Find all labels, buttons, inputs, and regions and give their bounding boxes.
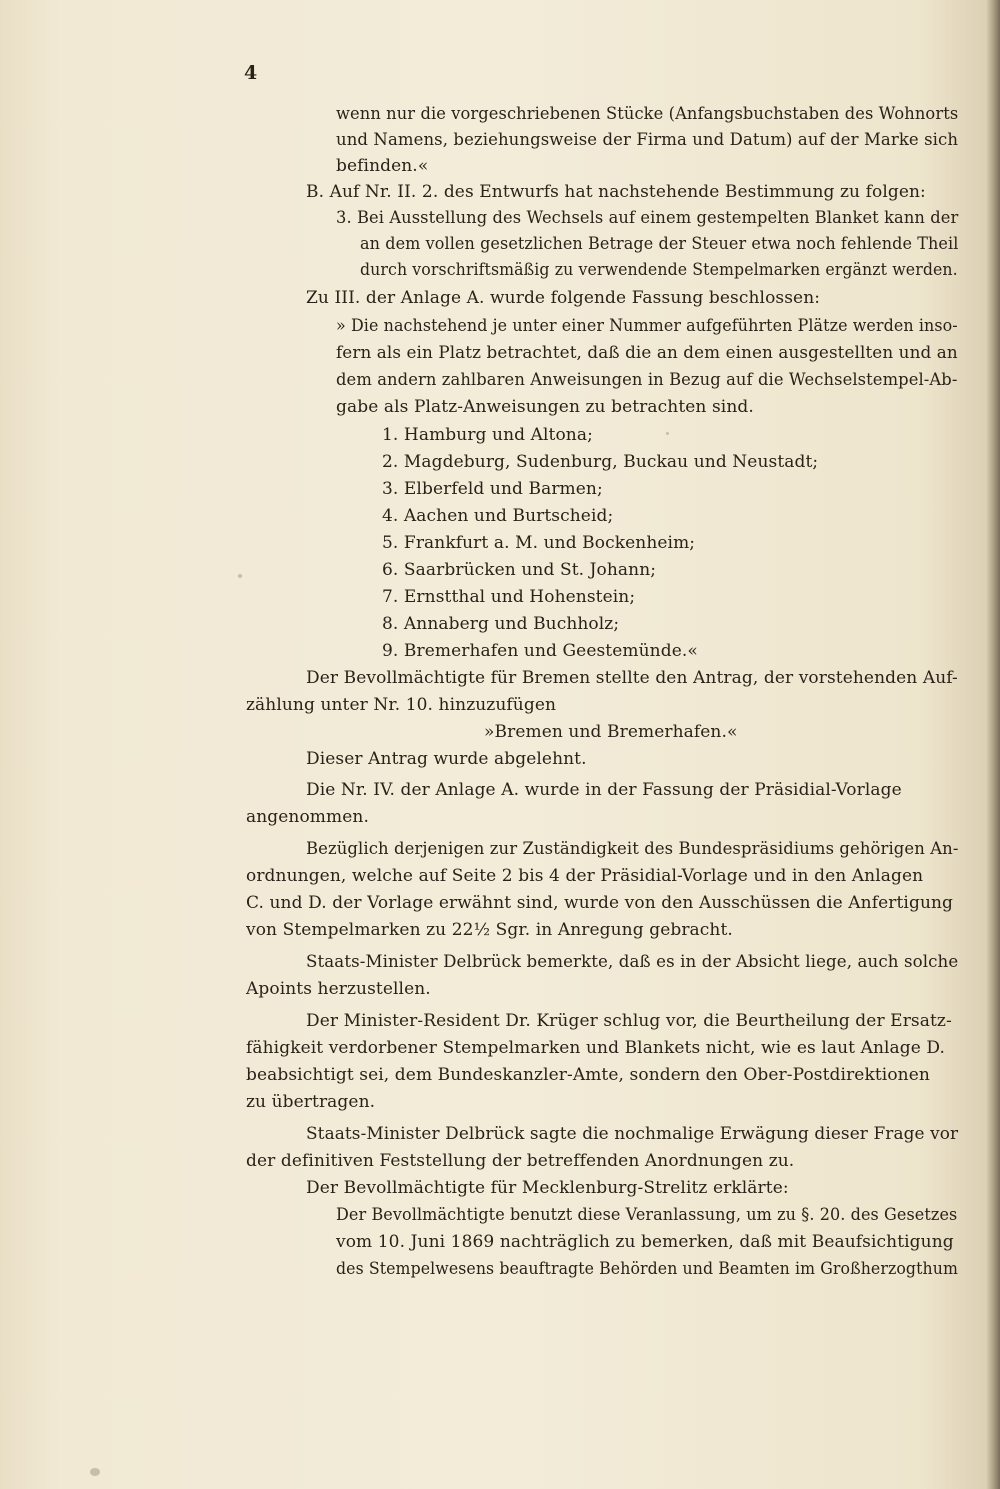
- text-line: C. und D. der Vorlage erwähnt sind, wurde von den Ausschüssen die Anfertigung: [246, 893, 954, 913]
- text-line: ordnungen, welche auf Seite 2 bis 4 der Präsidial-Vorlage und in den Anlagen: [246, 866, 924, 886]
- list-item: 3. Elberfeld und Barmen;: [382, 479, 603, 499]
- list-item: 7. Ernstthal und Hohenstein;: [382, 587, 636, 607]
- list-item: 6. Saarbrücken und St. Johann;: [382, 560, 657, 580]
- text-line: Der Bevollmächtigte benutzt diese Veranlassung, um zu §. 20. des Gesetzes: [336, 1205, 958, 1225]
- page-number: 4: [244, 62, 258, 84]
- text-line: durch vorschriftsmäßig zu verwendende Stempelmarken ergänzt werden.: [360, 260, 958, 280]
- list-item: 1. Hamburg und Altona;: [382, 425, 593, 445]
- text-line: der definitiven Feststellung der betreffenden Anordnungen zu.: [246, 1151, 795, 1171]
- text-line: B. Auf Nr. II. 2. des Entwurfs hat nachstehende Bestimmung zu folgen:: [306, 182, 926, 202]
- ink-speck: [666, 432, 669, 435]
- list-item: 4. Aachen und Burtscheid;: [382, 506, 614, 526]
- text-line: beabsichtigt sei, dem Bundeskanzler-Amte, sondern den Ober-Postdirektionen: [246, 1065, 930, 1085]
- text-line: Bezüglich derjenigen zur Zuständigkeit des Bundespräsidiums gehörigen An-: [306, 839, 959, 859]
- text-line: »Bremen und Bremerhafen.«: [484, 722, 738, 742]
- list-item: 8. Annaberg und Buchholz;: [382, 614, 620, 634]
- text-line: Apoints herzustellen.: [246, 979, 431, 999]
- text-line: vom 10. Juni 1869 nachträglich zu bemerken, daß mit Beaufsichtigung: [336, 1232, 954, 1252]
- text-line: fähigkeit verdorbener Stempelmarken und Blankets nicht, wie es laut Anlage D.: [246, 1038, 946, 1058]
- ink-speck: [90, 1468, 100, 1476]
- text-line: angenommen.: [246, 807, 369, 827]
- text-line: wenn nur die vorgeschriebenen Stücke (Anfangsbuchstaben des Wohnorts: [336, 104, 959, 124]
- list-item: 5. Frankfurt a. M. und Bockenheim;: [382, 533, 696, 553]
- text-line: Zu III. der Anlage A. wurde folgende Fassung beschlossen:: [306, 288, 821, 308]
- list-item: 9. Bremerhafen und Geestemünde.«: [382, 641, 698, 661]
- text-line: Staats-Minister Delbrück sagte die nochmalige Erwägung dieser Frage vor: [306, 1124, 959, 1144]
- text-line: von Stempelmarken zu 22½ Sgr. in Anregung gebracht.: [246, 920, 733, 940]
- text-line: zu übertragen.: [246, 1092, 376, 1112]
- text-line: Die Nr. IV. der Anlage A. wurde in der Fassung der Präsidial-Vorlage: [306, 780, 902, 800]
- text-line: Dieser Antrag wurde abgelehnt.: [306, 749, 587, 769]
- text-line: Der Minister-Resident Dr. Krüger schlug vor, die Beurtheilung der Ersatz-: [306, 1011, 952, 1031]
- text-line: des Stempelwesens beauftragte Behörden und Beamten im Großherzogthum: [336, 1259, 958, 1279]
- text-line: Der Bevollmächtigte für Bremen stellte den Antrag, der vorstehenden Auf-: [306, 668, 958, 688]
- text-line: und Namens, beziehungsweise der Firma und Datum) auf der Marke sich: [336, 130, 959, 150]
- text-line: 3. Bei Ausstellung des Wechsels auf einem gestempelten Blanket kann der: [336, 208, 959, 228]
- text-line: befinden.«: [336, 156, 429, 176]
- ink-speck: [238, 574, 242, 578]
- text-line: an dem vollen gesetzlichen Betrage der Steuer etwa noch fehlende Theil: [360, 234, 959, 254]
- text-line: dem andern zahlbaren Anweisungen in Bezug auf die Wechselstempel-Ab-: [336, 370, 958, 390]
- text-line: zählung unter Nr. 10. hinzuzufügen: [246, 695, 557, 715]
- text-line: fern als ein Platz betrachtet, daß die an dem einen ausgestellten und an: [336, 343, 958, 363]
- page-edge-shadow: [986, 0, 1000, 1489]
- text-line: gabe als Platz-Anweisungen zu betrachten sind.: [336, 397, 754, 417]
- text-line: Der Bevollmächtigte für Mecklenburg-Strelitz erklärte:: [306, 1178, 789, 1198]
- text-line: » Die nachstehend je unter einer Nummer aufgeführten Plätze werden inso-: [336, 316, 958, 336]
- text-line: Staats-Minister Delbrück bemerkte, daß es in der Absicht liege, auch solche: [306, 952, 959, 972]
- list-item: 2. Magdeburg, Sudenburg, Buckau und Neustadt;: [382, 452, 819, 472]
